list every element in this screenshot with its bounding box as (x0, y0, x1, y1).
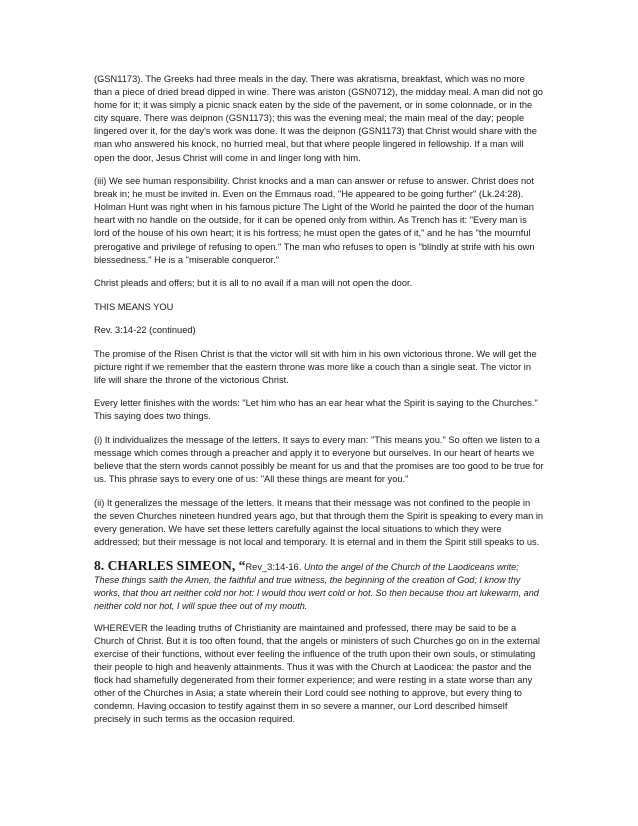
sermon-number-name: 8. CHARLES SIMEON, “ (94, 558, 246, 574)
paragraph-wherever: WHEREVER the leading truths of Christianity are maintained and professed, there may be said to be a Church of Christ. But it is too often found, that the angels or ministers of such Churches go on in the external exercise of their functions, without ever feeling the influence of the truth upon their own souls, or stimulating their people to high and heavenly attainments. Thus it was with the Church at Laodicea: the pastor and the flock had shamefully degenerated from their former experience; and were resting in a state worse than any other of the Churches in Asia; a state wherein their Lord could see nothing to approve, but every thing to condemn. Having occasion to testify against them in so severe a manner, our Lord described himself precisely in such terms as the occasion required. (94, 622, 540, 725)
paragraph-generalizes: (ii) It generalizes the message of the letters. It means that their message was not confined to the people in the seven Churches nineteen hundred years ago, but that through them the Spirit is speaking to every man in every generation. We have set these letters carefully against the local situations to which they were addressed; but their message is not local and temporary. It is eternal and in them the Spirit still speaks to us. (94, 497, 544, 547)
paragraph-victor-throne: The promise of the Risen Christ is that the victor will sit with him in his own victorious throne. We will get the picture right if we remember that the eastern throne was more like a couch than a single seat. The victor in life will share the throne of the victorious Christ. (94, 348, 537, 385)
scripture-reference: Rev. 3:14-22 (continued) (94, 325, 196, 336)
paragraph-christ-pleads: Christ pleads and offers; but it is all to no avail if a man will not open the door. (94, 278, 413, 289)
sermon-heading (94, 559, 544, 613)
sermon-reference: Rev_3:14-16. (245, 562, 304, 573)
section-heading: THIS MEANS YOU (94, 301, 174, 312)
sermon-scripture-text: Unto the angel of the Church of the Laodiceans write; These things saith the Amen, the faithful and true witness, the beginning of the creation of God; I know thy works, that thou art neither cold nor hot: I would thou wert cold or hot. So then because thou art lukewarm, and neither cold nor hot, I will spue thee out of my mouth. (94, 562, 539, 612)
paragraph-human-responsibility: (iii) We see human responsibility. Christ knocks and a man can answer or refuse to answer. Christ does not break in; he must be invited in. Even on the Emmaus road, "He appeared to be going further" (Lk.24:28). Holman Hunt was right when in his famous picture The Light of the World he painted the door of the human heart with no handle on the outside, for it can be opened only from within. As Trench has it: "Every man is lord of the house of his own heart; it is his fortress; he must open the gates of it," and he has "the mournful prerogative and privilege of refusing to open." The man who refuses to open is "blindly at strife with his own blessedness." He is a "miserable conqueror." (94, 176, 535, 265)
paragraph-deipnon: (GSN1173). The Greeks had three meals in the day. There was akratisma, breakfast, which was no more than a piece of dried bread dipped in wine. There was ariston (GSN0712), the midday meal. A man did not go home for it; it was simply a picnic snack eaten by the side of the pavement, or in some colonnade, or in the city square. There was deipnon (GSN1173); this was the evening meal; the main meal of the day; people lingered over it, for the day's work was done. It was the deipnon (GSN1173) that Christ would share with the man who answered his knock, no hurried meal, but that where people lingered in fellowship. If a man will open the door, Jesus Christ will come in and linger long with him. (94, 74, 543, 163)
document-page (94, 73, 544, 737)
paragraph-every-letter: Every letter finishes with the words: "Let him who has an ear hear what the Spirit is saying to the Churches." This saying does two things. (94, 398, 538, 422)
paragraph-individualizes: (i) It individualizes the message of the letters. It says to every man: "This means you." So often we listen to a message which comes through a preacher and apply it to everyone but ourselves. In our heart of hearts we believe that the stern words cannot possibly be meant for us and that the promises are too good to be true for us. This phrase says to every one of us: "All these things are meant for you." (94, 434, 544, 485)
